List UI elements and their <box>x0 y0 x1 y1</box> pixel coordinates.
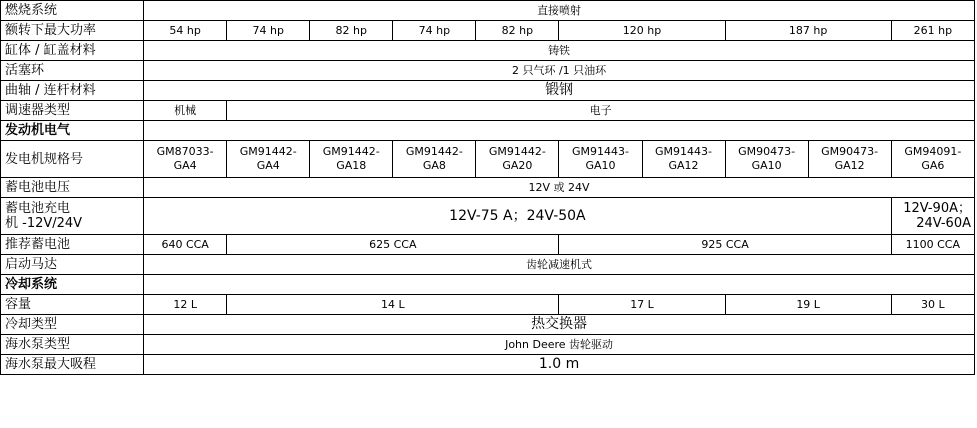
value-battery-1: 640 CCA <box>144 235 227 255</box>
value-alternator-6 <box>559 141 642 178</box>
charger-alt-line2: 24V-60A <box>916 216 971 231</box>
row-alternator <box>1 141 975 178</box>
row-block <box>1 41 975 61</box>
alternator-2-line2: GA4 <box>256 159 280 172</box>
alternator-5-line2: GA20 <box>502 159 533 172</box>
value-alternator-3 <box>310 141 393 178</box>
value-starter: 齿轮减速机式 <box>144 255 975 275</box>
value-power-3: 82 hp <box>310 21 393 41</box>
label-charger-line2: 机 -12V/24V <box>5 216 83 231</box>
value-capacity-5: 30 L <box>891 295 974 315</box>
value-alternator-5 <box>476 141 559 178</box>
value-alternator-7 <box>642 141 725 178</box>
value-battery-voltage: 12V 或 24V <box>144 178 975 198</box>
label-pump-type: 海水泵类型 <box>1 335 144 355</box>
value-battery-4: 1100 CCA <box>891 235 974 255</box>
value-rings: 2 只气环 /1 只油环 <box>144 61 975 81</box>
alternator-5-line1: GM91442- <box>488 145 546 158</box>
row-power <box>1 21 975 41</box>
value-alternator-2 <box>227 141 310 178</box>
value-capacity-1: 12 L <box>144 295 227 315</box>
row-pump-lift <box>1 355 975 375</box>
alternator-2-line1: GM91442- <box>239 145 297 158</box>
label-cooling-type: 冷却类型 <box>1 315 144 335</box>
value-pump-lift: 1.0 m <box>144 355 975 375</box>
value-alternator-10 <box>891 141 974 178</box>
label-rings: 活塞环 <box>1 61 144 81</box>
value-power-6: 120 hp <box>559 21 725 41</box>
charger-alt-line1: 12V-90A； <box>903 201 971 216</box>
row-governor <box>1 101 975 121</box>
label-charger-line1: 蓄电池充电 <box>5 201 71 216</box>
value-power-1: 54 hp <box>144 21 227 41</box>
value-crank: 锻钢 <box>144 81 975 101</box>
row-pump-type <box>1 335 975 355</box>
value-power-4: 74 hp <box>393 21 476 41</box>
alternator-10-line1: GM94091- <box>904 145 962 158</box>
value-charger-alt <box>891 198 974 235</box>
row-cooling-type <box>1 315 975 335</box>
row-starter <box>1 255 975 275</box>
row-capacity <box>1 295 975 315</box>
alternator-4-line2: GA8 <box>422 159 446 172</box>
value-power-8: 261 hp <box>891 21 974 41</box>
value-battery-2: 625 CCA <box>227 235 559 255</box>
alternator-8-line1: GM90473- <box>738 145 796 158</box>
alternator-1-line1: GM87033- <box>156 145 214 158</box>
value-block: 铸铁 <box>144 41 975 61</box>
row-charger <box>1 198 975 235</box>
value-alternator-4 <box>393 141 476 178</box>
row-rings <box>1 61 975 81</box>
value-alternator-9 <box>808 141 891 178</box>
alternator-3-line1: GM91442- <box>322 145 380 158</box>
value-cooling-type: 热交换器 <box>144 315 975 335</box>
label-alternator: 发电机规格号 <box>1 141 144 178</box>
value-capacity-2: 14 L <box>227 295 559 315</box>
value-governor-1: 机械 <box>144 101 227 121</box>
section-cooling <box>1 275 975 295</box>
alternator-9-line1: GM90473- <box>821 145 879 158</box>
label-power: 额转下最大功率 <box>1 21 144 41</box>
alternator-1-line2: GA4 <box>173 159 197 172</box>
value-power-5: 82 hp <box>476 21 559 41</box>
label-battery: 推荐蓄电池 <box>1 235 144 255</box>
row-combustion <box>1 1 975 21</box>
section-cooling-blank <box>144 275 975 295</box>
label-charger <box>1 198 144 235</box>
section-electrical <box>1 121 975 141</box>
value-capacity-3: 17 L <box>559 295 725 315</box>
row-battery <box>1 235 975 255</box>
value-capacity-4: 19 L <box>725 295 891 315</box>
label-starter: 启动马达 <box>1 255 144 275</box>
alternator-7-line1: GM91443- <box>655 145 713 158</box>
value-pump-type: John Deere 齿轮驱动 <box>144 335 975 355</box>
value-alternator-1 <box>144 141 227 178</box>
label-governor: 调速器类型 <box>1 101 144 121</box>
value-power-7: 187 hp <box>725 21 891 41</box>
value-battery-3: 925 CCA <box>559 235 891 255</box>
value-charger: 12V-75 A；24V-50A <box>144 198 892 235</box>
alternator-6-line2: GA10 <box>585 159 616 172</box>
alternator-8-line2: GA10 <box>751 159 782 172</box>
alternator-6-line1: GM91443- <box>571 145 629 158</box>
row-crank <box>1 81 975 101</box>
value-governor-2: 电子 <box>227 101 975 121</box>
alternator-9-line2: GA12 <box>834 159 865 172</box>
alternator-4-line1: GM91442- <box>405 145 463 158</box>
alternator-10-line2: GA6 <box>921 159 945 172</box>
value-power-2: 74 hp <box>227 21 310 41</box>
label-battery-voltage: 蓄电池电压 <box>1 178 144 198</box>
label-combustion: 燃烧系统 <box>1 1 144 21</box>
section-cooling-title: 冷却系统 <box>1 275 144 295</box>
alternator-3-line2: GA18 <box>336 159 367 172</box>
value-combustion: 直接喷射 <box>144 1 975 21</box>
label-crank: 曲轴 / 连杆材料 <box>1 81 144 101</box>
label-capacity: 容量 <box>1 295 144 315</box>
label-pump-lift: 海水泵最大吸程 <box>1 355 144 375</box>
row-battery-voltage <box>1 178 975 198</box>
section-electrical-title: 发动机电气 <box>1 121 144 141</box>
label-block: 缸体 / 缸盖材料 <box>1 41 144 61</box>
alternator-7-line2: GA12 <box>668 159 699 172</box>
section-electrical-blank <box>144 121 975 141</box>
value-alternator-8 <box>725 141 808 178</box>
